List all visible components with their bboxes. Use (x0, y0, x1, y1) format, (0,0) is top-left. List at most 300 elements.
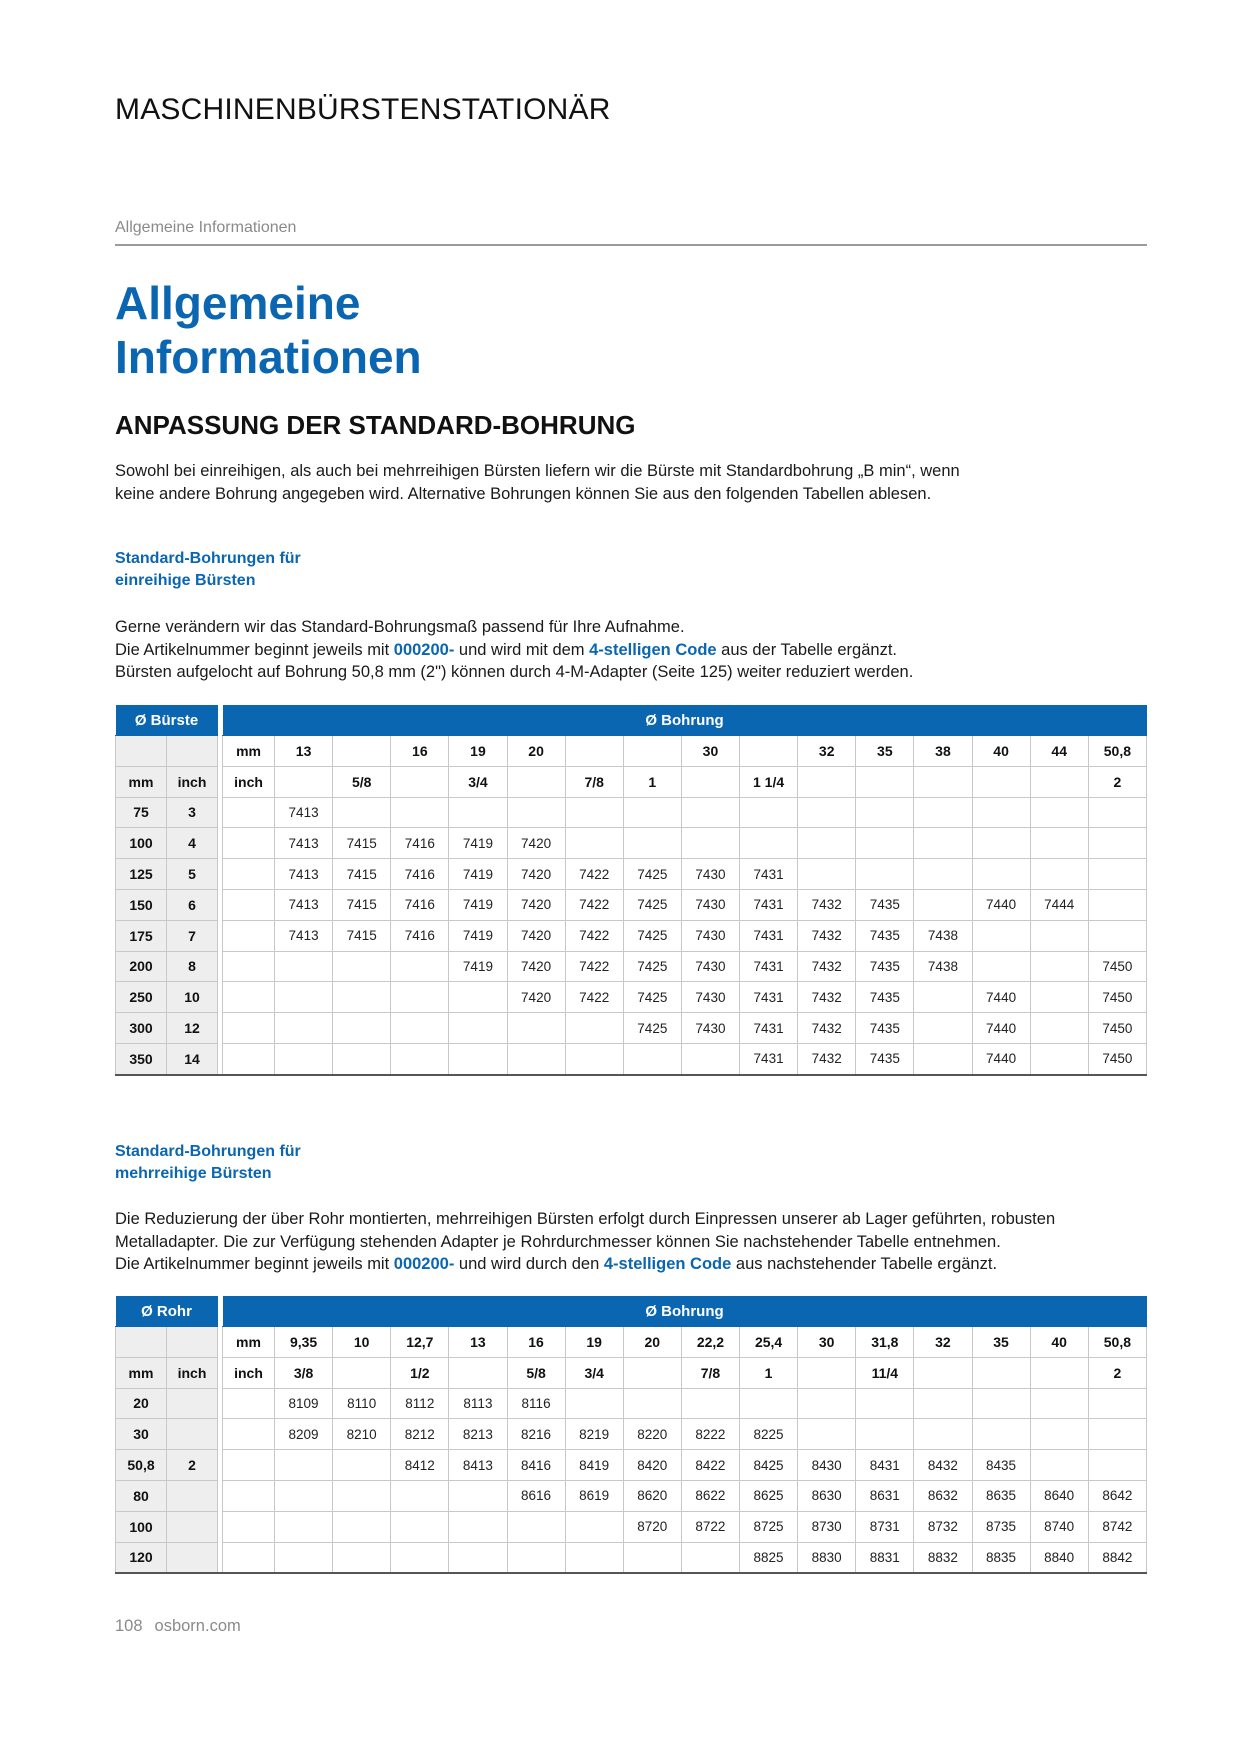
code-cell (275, 1542, 333, 1573)
code-cell (798, 797, 856, 828)
code-cell: 7422 (565, 859, 623, 890)
code-cell (1030, 1013, 1088, 1044)
code-cell (275, 1480, 333, 1511)
code-cell (275, 1043, 333, 1074)
code-cell (1030, 951, 1088, 982)
code-cell: 7450 (1088, 1043, 1146, 1074)
table-header-row (116, 1296, 1147, 1327)
code-cell (972, 1388, 1030, 1419)
table-inch-row (116, 1357, 1147, 1388)
code-cell (1088, 859, 1146, 890)
code-highlight: 4-stelligen Code (603, 1255, 732, 1273)
blank-cell (223, 1419, 275, 1450)
bore-inch-header (507, 766, 565, 797)
code-cell (1088, 828, 1146, 859)
code-cell (856, 859, 914, 890)
code-cell: 8416 (507, 1450, 565, 1481)
bore-inch-header (798, 766, 856, 797)
row-mm: 20 (116, 1388, 167, 1419)
row-inch: 2 (167, 1450, 218, 1481)
code-cell: 8640 (1030, 1480, 1088, 1511)
code-cell: 7425 (623, 920, 681, 951)
bore-inch-header (914, 1357, 972, 1388)
code-cell: 7430 (681, 920, 739, 951)
code-cell (1088, 797, 1146, 828)
subhead-multi-row-line-1: Standard-Bohrungen für (115, 1143, 301, 1160)
intro-paragraph (115, 460, 1155, 505)
table-inch-row (116, 766, 1147, 797)
code-cell: 7416 (391, 889, 449, 920)
table-row (116, 828, 1147, 859)
row-inch: 10 (167, 982, 218, 1013)
code-cell: 8112 (391, 1388, 449, 1419)
text: Die Artikelnummer beginnt jeweils mit (115, 640, 394, 659)
code-cell (449, 1013, 507, 1044)
footer-site: osborn.com (154, 1617, 241, 1635)
row-mm: 80 (116, 1480, 167, 1511)
code-cell: 8830 (798, 1542, 856, 1573)
code-cell (623, 828, 681, 859)
code-cell (1030, 1450, 1088, 1481)
code-cell (914, 828, 972, 859)
bore-inch-header (1030, 1357, 1088, 1388)
code-cell (972, 797, 1030, 828)
bore-mm-header: 50,8 (1088, 736, 1146, 767)
bore-inch-header (798, 1357, 856, 1388)
code-cell: 7415 (333, 828, 391, 859)
blank-cell (223, 1450, 275, 1481)
bore-inch-header (681, 766, 739, 797)
code-cell (914, 1043, 972, 1074)
bore-mm-header: 16 (507, 1327, 565, 1358)
breadcrumb: Allgemeine Informationen (115, 219, 297, 236)
code-cell (856, 828, 914, 859)
row-mm: 300 (116, 1013, 167, 1044)
code-cell (914, 889, 972, 920)
bore-inch-header (449, 1357, 507, 1388)
text: aus nachstehender Tabelle ergänzt. (731, 1255, 998, 1273)
bore-inch-header: 2 (1088, 1357, 1146, 1388)
blank-cell (223, 859, 275, 890)
code-cell (449, 1542, 507, 1573)
code-cell: 7440 (972, 1013, 1030, 1044)
code-cell: 8430 (798, 1450, 856, 1481)
code-cell (681, 1542, 739, 1573)
code-cell (681, 1388, 739, 1419)
table-row (116, 1419, 1147, 1450)
code-cell: 7420 (507, 951, 565, 982)
bore-mm-header: 20 (507, 736, 565, 767)
code-cell (565, 1542, 623, 1573)
left-group-header: Ø Rohr (116, 1296, 218, 1327)
code-cell (565, 1388, 623, 1419)
code-cell (275, 1013, 333, 1044)
code-cell: 7444 (1030, 889, 1088, 920)
code-cell: 7415 (333, 889, 391, 920)
bore-mm-header: 19 (449, 736, 507, 767)
code-cell: 7435 (856, 951, 914, 982)
code-cell (333, 1542, 391, 1573)
code-cell (391, 1511, 449, 1542)
code-cell: 8825 (740, 1542, 798, 1573)
code-cell: 8842 (1088, 1542, 1146, 1573)
code-cell (333, 1013, 391, 1044)
code-cell (1030, 1419, 1088, 1450)
text: aus der Tabelle ergänzt. (716, 640, 897, 659)
code-cell: 7415 (333, 920, 391, 951)
bore-mm-header: 19 (565, 1327, 623, 1358)
code-cell (507, 1013, 565, 1044)
code-cell: 8622 (681, 1480, 739, 1511)
row-mm: 100 (116, 1511, 167, 1542)
code-cell (333, 1043, 391, 1074)
code-highlight: 4-stelligen Code (589, 640, 717, 659)
blank-cell (223, 982, 275, 1013)
code-cell: 7430 (681, 1013, 739, 1044)
code-cell: 8832 (914, 1542, 972, 1573)
code-cell (798, 828, 856, 859)
code-cell: 8113 (449, 1388, 507, 1419)
code-cell: 8109 (275, 1388, 333, 1419)
bore-inch-header: 1/2 (391, 1357, 449, 1388)
code-cell (391, 1480, 449, 1511)
code-cell: 7413 (275, 859, 333, 890)
right-group-header: Ø Bohrung (223, 1296, 1147, 1327)
unit-inch-label: inch (223, 1357, 275, 1388)
code-cell (275, 1450, 333, 1481)
code-cell: 8632 (914, 1480, 972, 1511)
code-cell: 7422 (565, 889, 623, 920)
code-cell (740, 828, 798, 859)
code-cell: 7420 (507, 889, 565, 920)
row-inch: 8 (167, 951, 218, 982)
table-row (116, 1043, 1147, 1074)
code-cell (1088, 1450, 1146, 1481)
bore-mm-header: 38 (914, 736, 972, 767)
code-cell: 8730 (798, 1511, 856, 1542)
code-cell (507, 797, 565, 828)
bore-mm-header: 32 (914, 1327, 972, 1358)
code-cell (449, 982, 507, 1013)
table-header-row (116, 705, 1147, 736)
subhead-single-row-line-2: einreihige Bürsten (115, 572, 256, 589)
code-cell: 7431 (740, 951, 798, 982)
code-cell: 8735 (972, 1511, 1030, 1542)
code-cell: 7432 (798, 1013, 856, 1044)
code-cell (1088, 920, 1146, 951)
code-cell (391, 1013, 449, 1044)
code-cell: 7416 (391, 828, 449, 859)
footer (115, 1617, 253, 1636)
row-inch: 4 (167, 828, 218, 859)
code-cell: 7415 (333, 859, 391, 890)
row-inch (167, 1480, 218, 1511)
code-cell (1030, 920, 1088, 951)
row-inch: 3 (167, 797, 218, 828)
multi-row-line-3 (115, 1253, 1155, 1276)
code-cell: 7432 (798, 889, 856, 920)
blank-cell (223, 828, 275, 859)
unit-inch-label: inch (167, 766, 218, 797)
code-cell (972, 1419, 1030, 1450)
bore-mm-header: 9,35 (275, 1327, 333, 1358)
code-cell (856, 1388, 914, 1419)
table-row (116, 982, 1147, 1013)
code-cell: 8742 (1088, 1511, 1146, 1542)
bore-inch-header: 5/8 (333, 766, 391, 797)
code-cell: 7425 (623, 951, 681, 982)
code-cell: 8631 (856, 1480, 914, 1511)
code-cell: 8209 (275, 1419, 333, 1450)
bore-mm-header: 35 (856, 736, 914, 767)
code-cell: 7413 (275, 797, 333, 828)
code-cell (507, 1542, 565, 1573)
code-cell: 8116 (507, 1388, 565, 1419)
code-cell (798, 1419, 856, 1450)
row-mm: 75 (116, 797, 167, 828)
code-cell (391, 951, 449, 982)
code-cell (333, 1480, 391, 1511)
bore-mm-header: 16 (391, 736, 449, 767)
code-cell (275, 1511, 333, 1542)
code-cell (914, 1419, 972, 1450)
page-number: 108 (115, 1617, 143, 1635)
row-inch (167, 1419, 218, 1450)
header-divider (115, 244, 1147, 246)
code-cell: 7420 (507, 982, 565, 1013)
bore-inch-header (972, 766, 1030, 797)
bore-inch-header (275, 766, 333, 797)
code-cell: 7435 (856, 982, 914, 1013)
page-header: MASCHINENBÜRSTENSTATIONÄR (115, 93, 611, 126)
code-cell: 8630 (798, 1480, 856, 1511)
code-cell: 7435 (856, 1013, 914, 1044)
row-mm: 50,8 (116, 1450, 167, 1481)
bore-inch-header: 7/8 (565, 766, 623, 797)
page-title (115, 276, 422, 384)
code-cell (391, 797, 449, 828)
code-cell: 8835 (972, 1542, 1030, 1573)
bore-mm-header: 20 (623, 1327, 681, 1358)
code-cell (1088, 1419, 1146, 1450)
code-cell: 8740 (1030, 1511, 1088, 1542)
code-cell: 7440 (972, 982, 1030, 1013)
code-cell (1030, 982, 1088, 1013)
unit-mm-label: mm (116, 766, 167, 797)
code-cell: 7431 (740, 920, 798, 951)
code-cell: 8422 (681, 1450, 739, 1481)
text: und wird durch den (454, 1255, 604, 1273)
row-mm: 100 (116, 828, 167, 859)
single-row-line-3: Bürsten aufgelocht auf Bohrung 50,8 mm (2") können durch 4-M-Adapter (Seite 125) weiter reduziert werden. (115, 663, 914, 681)
code-cell: 8412 (391, 1450, 449, 1481)
code-cell: 8642 (1088, 1480, 1146, 1511)
code-cell (449, 797, 507, 828)
code-cell: 7430 (681, 982, 739, 1013)
code-cell (681, 828, 739, 859)
code-cell (333, 1511, 391, 1542)
code-cell: 8425 (740, 1450, 798, 1481)
bore-mm-header: 13 (275, 736, 333, 767)
code-cell: 7419 (449, 951, 507, 982)
code-cell: 8831 (856, 1542, 914, 1573)
blank-cell (167, 736, 218, 767)
unit-mm-label: mm (223, 736, 275, 767)
bore-mm-header: 32 (798, 736, 856, 767)
bore-mm-header: 31,8 (856, 1327, 914, 1358)
table-row (116, 859, 1147, 890)
bore-mm-header: 40 (1030, 1327, 1088, 1358)
code-cell: 7425 (623, 889, 681, 920)
intro-line-2: keine andere Bohrung angegeben wird. Alternative Bohrungen können Sie aus den folgenden Tabellen ablesen. (115, 484, 932, 503)
code-cell: 8616 (507, 1480, 565, 1511)
blank-cell (223, 1511, 275, 1542)
subhead-multi-row-line-2: mehrreihige Bürsten (115, 1165, 272, 1182)
code-cell: 8431 (856, 1450, 914, 1481)
code-cell: 8419 (565, 1450, 623, 1481)
code-cell: 8432 (914, 1450, 972, 1481)
row-mm: 350 (116, 1043, 167, 1074)
code-cell: 7431 (740, 889, 798, 920)
unit-mm-label: mm (223, 1327, 275, 1358)
code-cell (914, 982, 972, 1013)
row-inch (167, 1542, 218, 1573)
bore-inch-header (972, 1357, 1030, 1388)
bore-mm-header: 13 (449, 1327, 507, 1358)
code-cell: 8625 (740, 1480, 798, 1511)
code-cell: 7430 (681, 889, 739, 920)
code-cell: 7416 (391, 920, 449, 951)
single-row-paragraph (115, 616, 1155, 684)
code-cell: 7420 (507, 859, 565, 890)
bore-inch-header: 1 1/4 (740, 766, 798, 797)
code-cell: 8216 (507, 1419, 565, 1450)
left-group-header: Ø Bürste (116, 705, 218, 736)
code-cell (565, 1043, 623, 1074)
code-cell: 7438 (914, 920, 972, 951)
code-cell: 7425 (623, 982, 681, 1013)
blank-cell (116, 1327, 167, 1358)
code-cell: 7430 (681, 859, 739, 890)
code-cell (740, 797, 798, 828)
code-cell (391, 1043, 449, 1074)
code-cell: 7450 (1088, 951, 1146, 982)
bore-mm-header: 44 (1030, 736, 1088, 767)
code-cell (914, 859, 972, 890)
code-cell (798, 1388, 856, 1419)
code-cell: 7420 (507, 828, 565, 859)
table-row (116, 951, 1147, 982)
bore-inch-header: 3/4 (449, 766, 507, 797)
row-mm: 30 (116, 1419, 167, 1450)
text: Die Artikelnummer beginnt jeweils mit (115, 1255, 394, 1273)
row-mm: 125 (116, 859, 167, 890)
row-inch: 7 (167, 920, 218, 951)
code-cell (391, 982, 449, 1013)
row-inch: 14 (167, 1043, 218, 1074)
bore-inch-header (333, 1357, 391, 1388)
text: und wird mit dem (454, 640, 590, 659)
single-row-bore-table (115, 705, 1147, 1076)
code-cell: 7431 (740, 982, 798, 1013)
code-cell (333, 797, 391, 828)
code-cell (275, 982, 333, 1013)
code-cell: 7431 (740, 1013, 798, 1044)
code-cell: 8635 (972, 1480, 1030, 1511)
code-cell (449, 1480, 507, 1511)
row-mm: 250 (116, 982, 167, 1013)
code-cell: 8225 (740, 1419, 798, 1450)
code-cell: 8619 (565, 1480, 623, 1511)
code-cell: 7416 (391, 859, 449, 890)
code-cell (1030, 859, 1088, 890)
code-cell: 7419 (449, 859, 507, 890)
bore-inch-header: 11/4 (856, 1357, 914, 1388)
code-cell: 8220 (623, 1419, 681, 1450)
blank-cell (223, 920, 275, 951)
table-mm-row (116, 1327, 1147, 1358)
code-cell (507, 1511, 565, 1542)
bore-inch-header: 5/8 (507, 1357, 565, 1388)
code-cell: 8435 (972, 1450, 1030, 1481)
bore-mm-header: 35 (972, 1327, 1030, 1358)
single-row-line-1: Gerne verändern wir das Standard-Bohrungsmaß passend für Ihre Aufnahme. (115, 618, 685, 636)
blank-cell (223, 1013, 275, 1044)
multi-row-line-2: Metalladapter. Die zur Verfügung stehenden Adapter je Rohrdurchmesser können Sie nachstehender Tabelle entnehmen. (115, 1232, 1001, 1251)
code-cell (914, 1013, 972, 1044)
code-cell (972, 859, 1030, 890)
row-mm: 120 (116, 1542, 167, 1573)
table-row (116, 1542, 1147, 1573)
row-mm: 150 (116, 889, 167, 920)
page-title-line-2: Informationen (115, 331, 422, 383)
row-inch: 6 (167, 889, 218, 920)
code-cell (740, 1388, 798, 1419)
bore-inch-header (1030, 766, 1088, 797)
row-inch: 5 (167, 859, 218, 890)
code-cell (972, 828, 1030, 859)
code-cell (275, 951, 333, 982)
code-cell: 8840 (1030, 1542, 1088, 1573)
code-cell (1030, 828, 1088, 859)
multi-row-bore-table (115, 1296, 1147, 1574)
code-cell (391, 1542, 449, 1573)
code-cell (333, 951, 391, 982)
code-cell (623, 797, 681, 828)
single-row-line-2 (115, 639, 1155, 662)
code-cell: 7425 (623, 1013, 681, 1044)
code-cell (565, 797, 623, 828)
code-cell: 7438 (914, 951, 972, 982)
code-cell (1088, 1388, 1146, 1419)
code-cell: 7432 (798, 1043, 856, 1074)
code-cell: 7425 (623, 859, 681, 890)
bore-mm-header: 22,2 (681, 1327, 739, 1358)
bore-inch-header: 2 (1088, 766, 1146, 797)
code-cell (449, 1043, 507, 1074)
table-row (116, 920, 1147, 951)
code-cell (856, 797, 914, 828)
code-cell (681, 1043, 739, 1074)
code-cell (565, 1013, 623, 1044)
bore-mm-header (333, 736, 391, 767)
code-cell: 8731 (856, 1511, 914, 1542)
code-cell (623, 1388, 681, 1419)
code-cell: 7440 (972, 889, 1030, 920)
code-cell: 7432 (798, 951, 856, 982)
article-prefix: 000200- (393, 1255, 455, 1273)
code-cell (1030, 1043, 1088, 1074)
